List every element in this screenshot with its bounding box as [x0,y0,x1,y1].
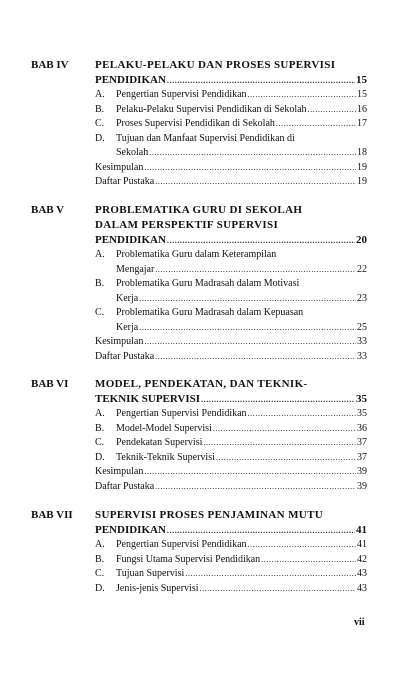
entry-page-number: 33 [357,350,367,362]
entry-title-continued: Kerja [116,321,139,333]
dot-leader [213,422,356,437]
toc-entry-row [95,392,367,407]
dot-leader [216,451,356,466]
toc-entry-continuation [95,146,367,161]
entry-page-number: 37 [357,451,367,463]
chapter-title-line: MODEL, PENDEKATAN, DAN TEKNIK- [95,378,308,390]
toc-entry-row [95,88,367,103]
dot-leader [149,146,356,161]
toc-entry-row [95,248,367,263]
entry-page-number: 19 [357,161,367,173]
chapter-title-line: SUPERVISI PROSES PENJAMINAN MUTU [95,509,324,521]
entry-title: Tujuan Supervisi [116,568,185,579]
entry-letter: C. [95,307,105,318]
entry-letter: C. [95,118,105,129]
dot-leader [155,263,356,278]
toc-entry-row [95,567,367,582]
toc-entry-continuation [95,292,367,307]
entry-page-number: 18 [357,147,367,158]
chapter-title-line: DALAM PERSPEKTIF SUPERVISI [95,219,279,231]
entry-page-number: 22 [357,263,367,275]
entry-title: Kesimpulan [95,336,144,347]
toc-entry-row [95,523,367,538]
dot-leader [167,234,355,249]
dot-leader [155,350,356,365]
entry-letter: C. [95,568,105,579]
entry-title: Problematika Guru Madrasah dalam Kepuasan [116,307,304,318]
dot-leader [167,74,355,89]
entry-letter: D. [95,132,105,144]
entry-letter: B. [95,553,105,565]
entry-letter: A. [95,249,105,260]
entry-page-number: 15 [356,74,367,86]
entry-page-number: 35 [356,393,367,405]
toc-entry-row [95,175,367,190]
entry-page-number: 23 [357,292,367,304]
toc-entry-row [95,73,367,88]
dot-leader [155,175,356,190]
dot-leader [155,480,356,495]
entry-page-number: 42 [357,553,367,565]
toc-entry-continuation [95,263,367,278]
entry-letter: C. [95,437,105,448]
chapter-body [95,58,367,190]
entry-page-number: 41 [357,539,367,550]
toc-entry-row [95,407,367,422]
entry-title: Daftar Pustaka [95,350,155,362]
entry-page-number: 19 [357,176,367,187]
entry-letter: B. [95,278,105,289]
entry-page-number: 36 [357,422,367,434]
entry-title: Kesimpulan [95,161,144,173]
chapter-number: BAB VI [31,378,69,390]
toc-entry-row [95,161,367,176]
dot-leader [144,465,356,480]
dot-leader [261,553,356,568]
toc-entry-continuation [95,321,367,336]
entry-title: Pengertian Supervisi Pendidikan [116,408,247,419]
dot-leader [139,321,356,336]
entry-page-number: 43 [357,582,367,594]
entry-title: Pengertian Supervisi Pendidikan [116,539,247,550]
dot-leader [185,567,356,582]
toc-entry-row [95,436,367,451]
entry-letter: A. [95,408,105,419]
entry-page-number: 39 [357,480,367,492]
entry-title: Model-Model Supervisi [116,422,212,434]
chapter-body [95,377,367,494]
toc-entry-row [95,553,367,568]
entry-letter: B. [95,103,105,115]
entry-title: Tujuan dan Manfaat Supervisi Pendidikan di [116,132,295,144]
entry-title: PENDIDIKAN [95,234,166,246]
dot-leader [144,335,356,350]
entry-letter: A. [95,539,105,550]
dot-leader [201,393,355,408]
entry-page-number: 20 [356,234,367,246]
toc-entry-row [95,306,367,321]
entry-title: Daftar Pustaka [95,176,155,187]
chapter-body [95,508,367,596]
entry-title: Kesimpulan [95,466,144,477]
entry-title: Pendekatan Supervisi [116,437,203,448]
entry-page-number: 33 [357,336,367,347]
entry-title: Proses Supervisi Pendidikan di Sekolah [116,118,275,129]
dot-leader [276,117,356,132]
chapter-number: BAB V [31,204,65,216]
entry-page-number: 15 [357,89,367,100]
entry-title-continued: Kerja [116,292,139,304]
toc-entry-row [95,538,367,553]
entry-letter: D. [95,451,105,463]
entry-title: Problematika Guru dalam Keterampilan [116,249,277,260]
toc-entry-row [95,103,367,118]
entry-page-number: 16 [357,103,367,115]
dot-leader [200,582,357,597]
entry-letter: A. [95,89,105,100]
dot-leader [203,436,356,451]
entry-title-continued: Mengajar [116,263,155,275]
toc-entry-row [95,117,367,132]
toc-entry-row [95,335,367,350]
entry-title: Pengertian Supervisi Pendidikan [116,89,247,100]
toc-entry-row [95,233,367,248]
toc-entry-row [95,465,367,480]
toc-entry-row [95,422,367,437]
toc-entry-row [95,132,367,147]
entry-title: Teknik-Teknik Supervisi [116,451,215,463]
dot-leader [167,524,355,539]
entry-title: Fungsi Utama Supervisi Pendidikan [116,553,261,565]
dot-leader [248,538,356,553]
chapter-title-line: PELAKU-PELAKU DAN PROSES SUPERVISI [95,59,336,71]
entry-title: PENDIDIKAN [95,74,166,86]
dot-leader [248,407,356,422]
entry-title: Problematika Guru Madrasah dalam Motivasi [116,278,300,289]
entry-page-number: 43 [357,568,367,579]
chapter-title-line: PROBLEMATIKA GURU DI SEKOLAH [95,204,303,216]
toc-entry-row [95,480,367,495]
entry-page-number: 25 [357,321,367,333]
toc-entry-row [95,451,367,466]
entry-title: Daftar Pustaka [95,480,155,492]
entry-title: TEKNIK SUPERVISI [95,393,201,405]
dot-leader [248,88,356,103]
entry-title: Pelaku-Pelaku Supervisi Pendidikan di Sekolah [116,103,307,115]
toc-entry-row [95,582,367,597]
chapter-body [95,203,367,364]
entry-page-number: 37 [357,437,367,448]
entry-title: PENDIDIKAN [95,524,166,536]
entry-letter: B. [95,422,105,434]
toc-entry-row [95,350,367,365]
page-number: vii [354,617,365,628]
toc-entry-row [95,277,367,292]
dot-leader [144,161,356,176]
entry-letter: D. [95,582,105,594]
entry-page-number: 41 [356,524,367,536]
chapter-number: BAB VII [31,509,73,521]
dot-leader [139,292,356,307]
entry-title-continued: Sekolah [116,147,149,158]
chapter-number: BAB IV [31,59,69,71]
dot-leader [308,103,356,118]
entry-title: Jenis-jenis Supervisi [116,582,199,594]
entry-page-number: 17 [357,118,367,129]
entry-page-number: 35 [357,408,367,419]
entry-page-number: 39 [357,466,367,477]
